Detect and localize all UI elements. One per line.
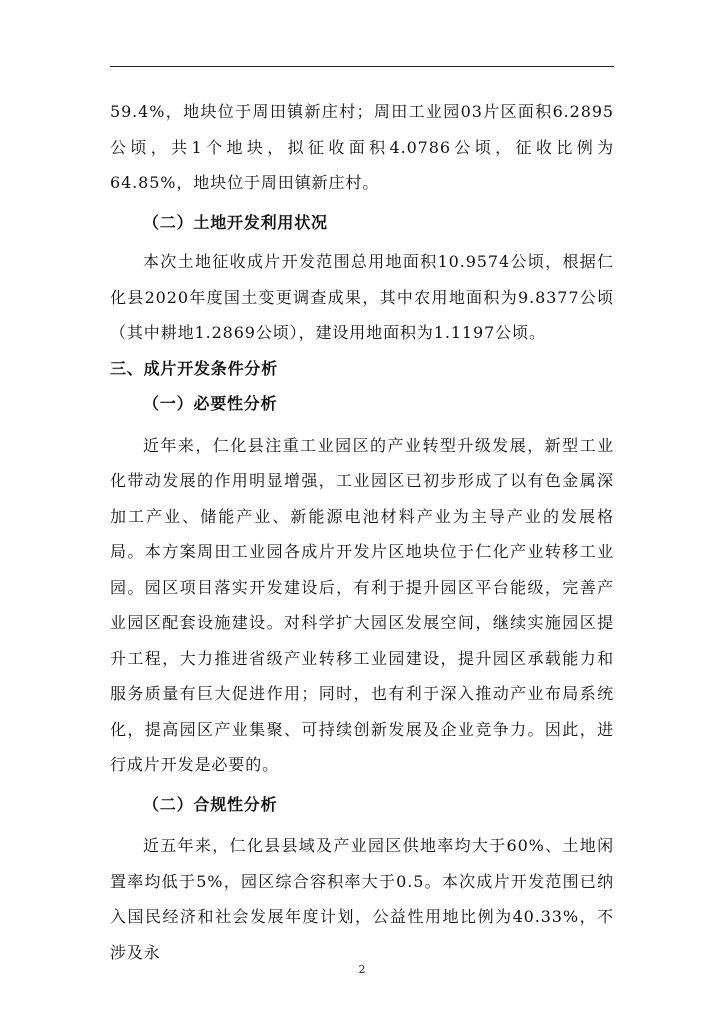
paragraph-plot-location: 59.4%，地块位于周田镇新庄村；周田工业园03片区面积6.2895公顷，共1个地块，拟征收面积4.0786公顷，征收比例为64.85%，地块位于周田镇新庄村。 xyxy=(110,102,614,192)
heading-necessity-analysis: （一）必要性分析 xyxy=(143,394,278,413)
heading-land-use-status: （二）土地开发利用状况 xyxy=(143,212,328,232)
paragraph-necessity: 近年来，仁化县注重工业园区的产业转型升级发展，新型工业化带动发展的作用明显增强，工业园区已初步形成了以有色金属深加工产业、储能产业、新能源电池材料产业为主导产业的发展格局。本方案周田工业园各成片开发片区地块位于仁化产业转移工业园。园区项目落实开发建设后，有利于提升园区平台能级，完善产业园区配套设施建设。对科学扩大园区发展空间，继续实施园区提升工程，大力推进省级产业转移工业园建设，提升园区承载能力和服务质量有巨大促进作用；同时，也有利于深入推动产业布局系统化，提高园区产业集聚、可持续创新发展及企业竞争力。因此，进行成片开发是必要的。 xyxy=(110,435,614,774)
heading-compliance-analysis: （二）合规性分析 xyxy=(143,794,278,814)
page-number: 2 xyxy=(358,963,366,976)
paragraph-land-use-area: 本次土地征收成片开发范围总用地面积10.9574公顷，根据仁化县2020年度国土变更调查成果，其中农用地面积为9.8377公顷（其中耕地1.2869公顷），建设用地面积为1.1197公顷。 xyxy=(110,252,614,342)
heading-section-3: 三、成片开发条件分析 xyxy=(110,358,279,378)
paragraph-compliance: 近五年来，仁化县县域及产业园区供地率均大于60%、土地闲置率均低于5%，园区综合容积率大于0.5。本次成片开发范围已纳入国民经济和社会发展年度计划，公益性用地比例为40.33%，不涉及永 xyxy=(110,836,614,962)
document-body xyxy=(110,94,614,970)
header-rule xyxy=(110,66,614,67)
